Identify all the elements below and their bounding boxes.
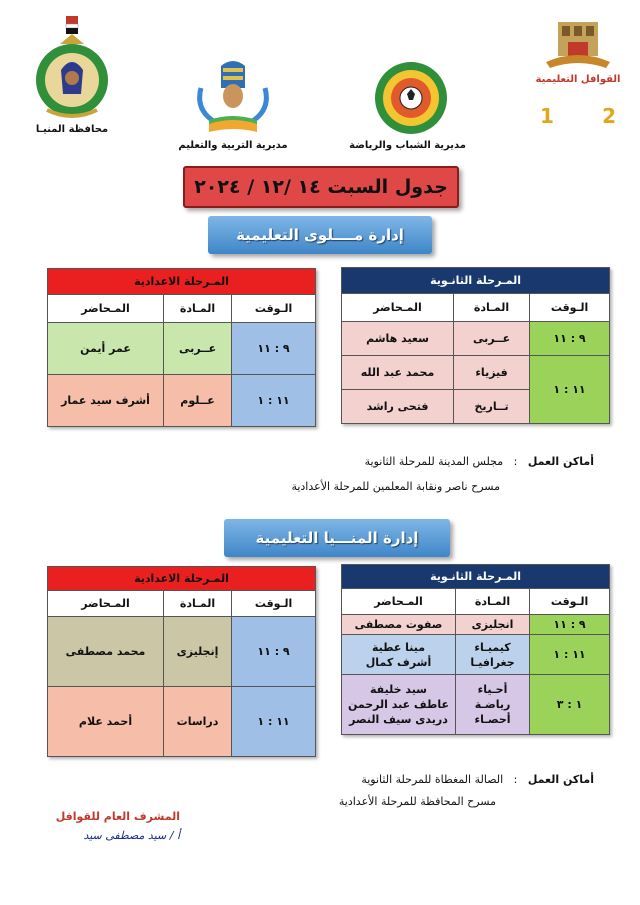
time-cell: ٩ : ١١ bbox=[232, 323, 316, 375]
lecturer-cell: عمر أيمن bbox=[48, 323, 164, 375]
col-subject: المـادة bbox=[164, 591, 232, 617]
subject-cell: دراسات bbox=[164, 687, 232, 757]
lecturer-cell: محمد عبد الله bbox=[342, 356, 454, 390]
time-cell: ١ : ٣ bbox=[530, 675, 610, 735]
lecturer-cell bbox=[342, 675, 456, 735]
col-lecturer: المـحاضر bbox=[48, 591, 164, 617]
work-places-minya bbox=[361, 773, 594, 786]
minya-logo-caption: محافظة المنيـا bbox=[35, 124, 109, 135]
col-subject: المـادة bbox=[164, 295, 232, 323]
work-places-label: أماكن العمل bbox=[527, 773, 594, 786]
col-subject: المـادة bbox=[456, 589, 530, 615]
education-emblem-icon bbox=[193, 58, 273, 138]
supervisor-block bbox=[30, 810, 180, 842]
youth-directorate-logo bbox=[349, 58, 466, 151]
col-time: الـوقت bbox=[232, 295, 316, 323]
education-directorate-logo bbox=[178, 58, 288, 151]
col-lecturer: المـحاضر bbox=[342, 589, 456, 615]
subject-line: أحصـاء bbox=[474, 713, 511, 726]
time-cell: ٩ : ١١ bbox=[232, 617, 316, 687]
subject-cell: انجليزى bbox=[456, 615, 530, 635]
subject-cell: تــاريخ bbox=[454, 390, 530, 424]
work-place-preparatory-line bbox=[339, 795, 496, 808]
admin-banner-mallawi: إدارة مــــلوى التعليمية bbox=[208, 216, 432, 254]
admin-banner-minya: إدارة المنـــيا التعليمية bbox=[224, 519, 450, 557]
subject-cell: إنجليزى bbox=[164, 617, 232, 687]
lecturer-line: عاطف عبد الرحمن bbox=[347, 698, 450, 711]
youth-sports-emblem-icon bbox=[371, 58, 451, 138]
work-places-label: أماكن العمل bbox=[527, 455, 594, 468]
minya-preparatory-table bbox=[47, 566, 316, 757]
work-place-preparatory: مسرح المحافظة للمرحلة الأعدادية bbox=[338, 795, 496, 808]
work-place-preparatory: مسرح ناصر ونقابة المعلمين للمرحلة الأعدادية bbox=[291, 480, 500, 493]
subject-cell: فيزياء bbox=[454, 356, 530, 390]
lecturer-line: أشرف كمال bbox=[365, 655, 432, 669]
education-logo-caption: مديرية التربية والتعليم bbox=[178, 140, 288, 151]
lecturer-cell: صفوت مصطفى bbox=[342, 615, 456, 635]
work-place-preparatory-line bbox=[291, 480, 500, 493]
youth-logo-caption: مديرية الشباب والرياضة bbox=[349, 140, 466, 151]
caravans-year-right: 2 bbox=[602, 104, 616, 128]
lecturer-cell: سعيد هاشم bbox=[342, 322, 454, 356]
lecturer-cell: أحمد علام bbox=[48, 687, 164, 757]
minya-emblem-icon bbox=[27, 14, 117, 122]
subject-cell: عــلوم bbox=[164, 375, 232, 427]
lecturer-line: دريدى سيف النصر bbox=[349, 713, 448, 726]
preparatory-title: المـرحلة الاعدادية bbox=[48, 269, 316, 295]
supervisor-title: المشرف العام للقوافل bbox=[55, 810, 180, 823]
subject-line: أحـياء bbox=[477, 683, 508, 696]
page-title: جدول السبت ١٤ /١٢ / ٢٠٢٤ bbox=[183, 166, 459, 208]
secondary-title: المـرحلة الثانـوية bbox=[342, 565, 610, 589]
preparatory-title: المـرحلة الاعدادية bbox=[48, 567, 316, 591]
lecturer-cell: فتحى راشد bbox=[342, 390, 454, 424]
col-time: الـوقت bbox=[530, 589, 610, 615]
time-cell: ١١ : ١ bbox=[232, 375, 316, 427]
minya-secondary-table bbox=[341, 564, 610, 735]
time-cell: ٩ : ١١ bbox=[530, 615, 610, 635]
col-lecturer: المـحاضر bbox=[342, 294, 454, 322]
subject-line: كيميـاء bbox=[474, 640, 511, 654]
time-cell: ١١ : ١ bbox=[530, 356, 610, 424]
caravans-title: القوافل التعليمية bbox=[535, 74, 621, 85]
supervisor-name: أ / سيد مصطفى سيد bbox=[83, 829, 180, 842]
lecturer-cell bbox=[342, 635, 456, 675]
work-places-mallawi bbox=[365, 455, 594, 468]
mallawi-secondary-table bbox=[341, 267, 610, 424]
subject-cell bbox=[456, 675, 530, 735]
lecturer-line: مينا عطية bbox=[371, 640, 426, 654]
lecturer-cell: محمد مصطفى bbox=[48, 617, 164, 687]
col-subject: المـادة bbox=[454, 294, 530, 322]
subject-cell bbox=[456, 635, 530, 675]
col-lecturer: المـحاضر bbox=[48, 295, 164, 323]
subject-line: رياضـة bbox=[474, 698, 511, 711]
lecturer-line: سيد خليفة bbox=[370, 683, 428, 696]
col-time: الـوقت bbox=[232, 591, 316, 617]
lecturer-cell: أشرف سيد عمار bbox=[48, 375, 164, 427]
secondary-title: المـرحلة الثانـوية bbox=[342, 268, 610, 294]
caravans-year-left: 1 bbox=[540, 104, 554, 128]
subject-line: جغرافيـا bbox=[470, 655, 515, 669]
col-time: الـوقت bbox=[530, 294, 610, 322]
work-places-sep: : bbox=[513, 773, 518, 786]
mallawi-preparatory-table bbox=[47, 268, 316, 427]
work-place-secondary: الصالة المغطاة للمرحلة الثانوية bbox=[361, 773, 504, 786]
subject-cell: عــربى bbox=[454, 322, 530, 356]
time-cell: ١١ : ١ bbox=[530, 635, 610, 675]
minya-governorate-logo bbox=[22, 14, 122, 135]
work-places-sep: : bbox=[513, 455, 518, 468]
time-cell: ٩ : ١١ bbox=[530, 322, 610, 356]
time-cell: ١١ : ١ bbox=[232, 687, 316, 757]
work-place-secondary: مجلس المدينة للمرحلة الثانوية bbox=[364, 455, 504, 468]
caravans-logo bbox=[532, 18, 624, 130]
subject-cell: عــربى bbox=[164, 323, 232, 375]
